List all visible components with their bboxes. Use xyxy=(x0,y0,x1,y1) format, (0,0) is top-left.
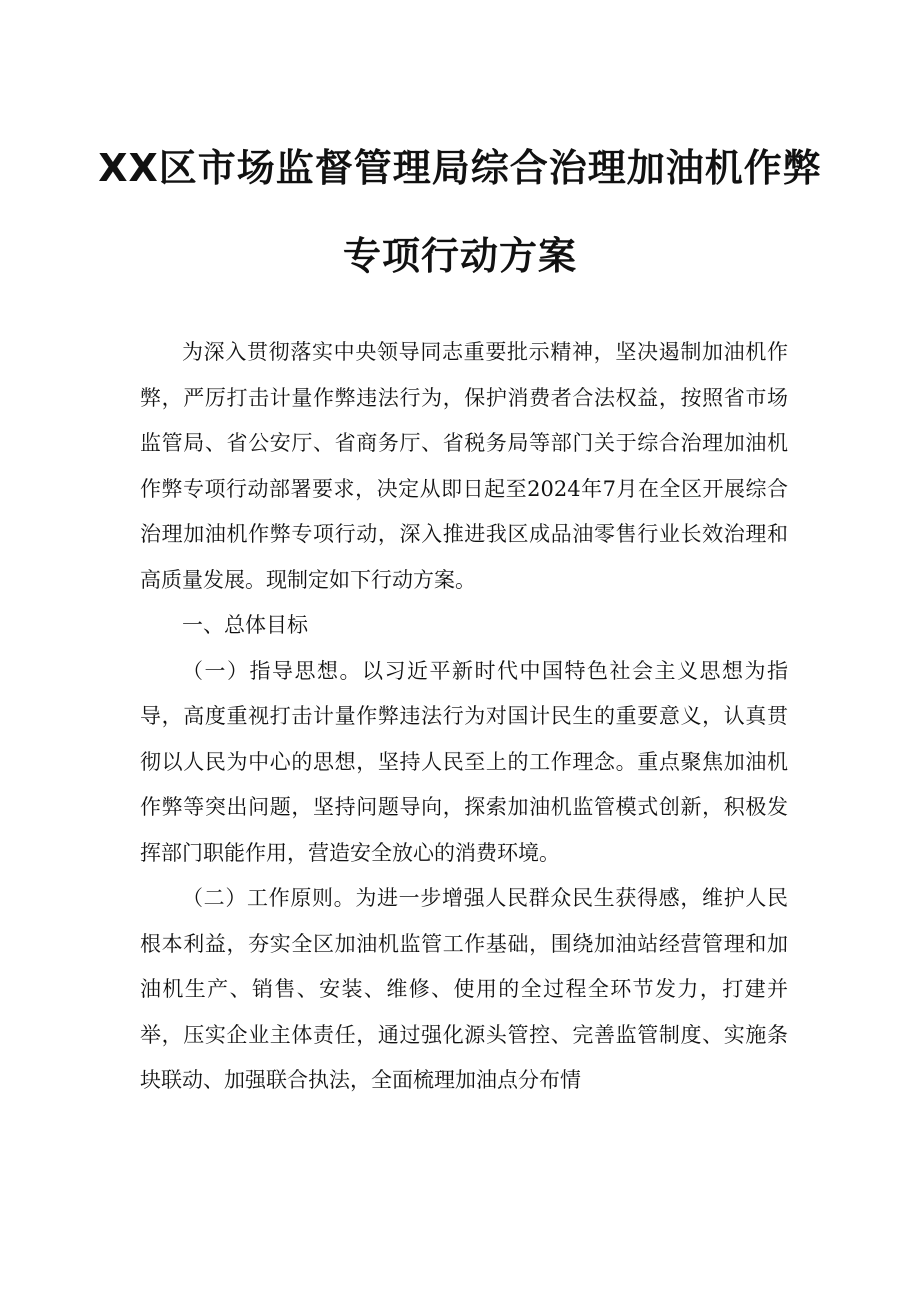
document-body xyxy=(140,330,788,1104)
document-title-line-2: 专项行动方案 xyxy=(342,234,577,278)
working-principles-paragraph: （二）工作原则。为进一步增强人民群众民生获得感，维护人民根本利益，夯实全区加油机监管工作基础，围绕加油站经营管理和加油机生产、销售、安装、维修、使用的全过程全环节发力，打建并举，压实企业主体责任，通过强化源头管控、完善监管制度、实施条块联动、加强联合执法，全面梳理加油点分布情 xyxy=(140,886,788,1092)
document-title-line-1: XX区市场监督管理局综合治理加油机作弊 xyxy=(98,146,822,190)
intro-paragraph: 为深入贯彻落实中央领导同志重要批示精神，坚决遏制加油机作弊，严厉打击计量作弊违法行为，保护消费者合法权益，按照省市场监管局、省公安厅、省商务厅、省税务局等部门关于综合治理加油机作弊专项行动部署要求，决定从即日起至2024年7月在全区开展综合治理加油机作弊专项行动，深入推进我区成品油零售行业长效治理和高质量发展。现制定如下行动方案。 xyxy=(140,340,788,592)
guiding-ideology-paragraph: （一）指导思想。以习近平新时代中国特色社会主义思想为指导，高度重视打击计量作弊违法行为对国计民生的重要意义，认真贯彻以人民为中心的思想，坚持人民至上的工作理念。重点聚焦加油机作弊等突出问题，坚持问题导向，探索加油机监管模式创新，积极发挥部门职能作用，营造安全放心的消费环境。 xyxy=(140,658,788,865)
section-1-heading: 一、总体目标 xyxy=(182,613,308,637)
